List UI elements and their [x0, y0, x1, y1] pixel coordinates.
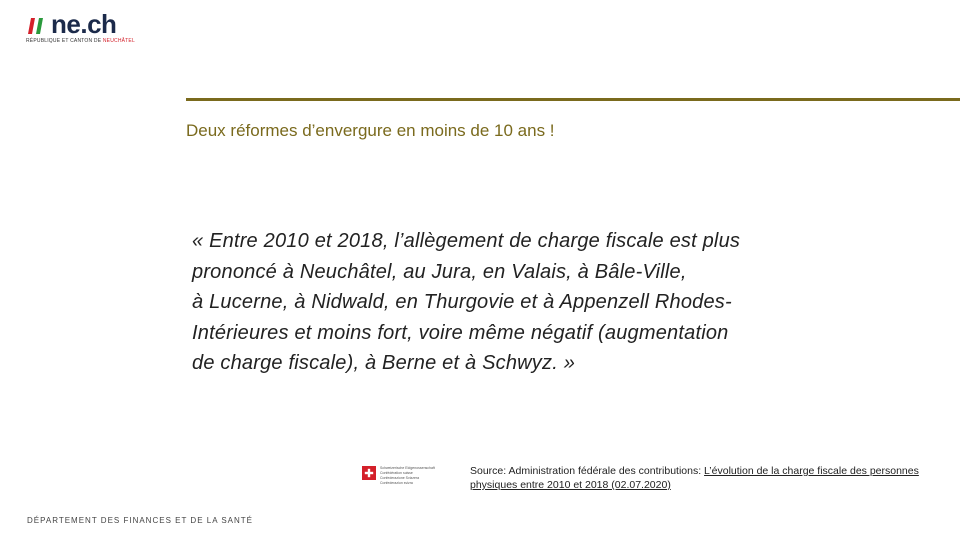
ne-ch-logo: [24, 8, 144, 46]
source-prefix: Source: Administration fédérale des contributions:: [470, 465, 705, 477]
confederation-names: [380, 466, 462, 486]
quote-line: à Lucerne, à Nidwald, en Thurgovie et à Appenzell Rhodes-: [192, 291, 732, 313]
confederation-name: Confederaziun svizra: [380, 481, 413, 485]
confederation-name: Schweizerische Eidgenossenschaft: [380, 466, 435, 470]
department-footer: DÉPARTEMENT DES FINANCES ET DE LA SANTÉ: [27, 516, 254, 525]
confederation-logo: [362, 466, 462, 494]
quote-line: de charge fiscale), à Berne et à Schwyz. »: [192, 352, 576, 374]
confederation-name: Confédération suisse: [380, 471, 413, 475]
logo-text: ne.ch: [51, 9, 117, 39]
swiss-flag-icon: [362, 466, 376, 480]
logo-subtitle-prefix: RÉPUBLIQUE ET CANTON DE: [26, 38, 103, 44]
quote-line: prononcé à Neuchâtel, au Jura, en Valais, à Bâle-Ville,: [192, 260, 687, 283]
logo-marks-icon: [26, 16, 48, 34]
quote-block: [192, 226, 872, 379]
source-citation: [470, 464, 940, 492]
logo-subtitle-highlight: NEUCHÂTEL: [102, 38, 135, 44]
slide-title: Deux réformes d’envergure en moins de 10 ans !: [186, 121, 555, 140]
title-rule: [186, 98, 960, 101]
logo-subtitle: [26, 38, 135, 44]
quote-line: Intérieures et moins fort, voire même négatif (augmentation: [192, 321, 729, 344]
source-link[interactable]: L’évolution de la charge fiscale des personnes physiques entre 2010 et 2018 (02.07.2020): [470, 465, 919, 491]
quote-line: « Entre 2010 et 2018, l’allègement de charge fiscale est plus: [192, 230, 741, 252]
confederation-name: Confederazione Svizzera: [380, 476, 420, 480]
